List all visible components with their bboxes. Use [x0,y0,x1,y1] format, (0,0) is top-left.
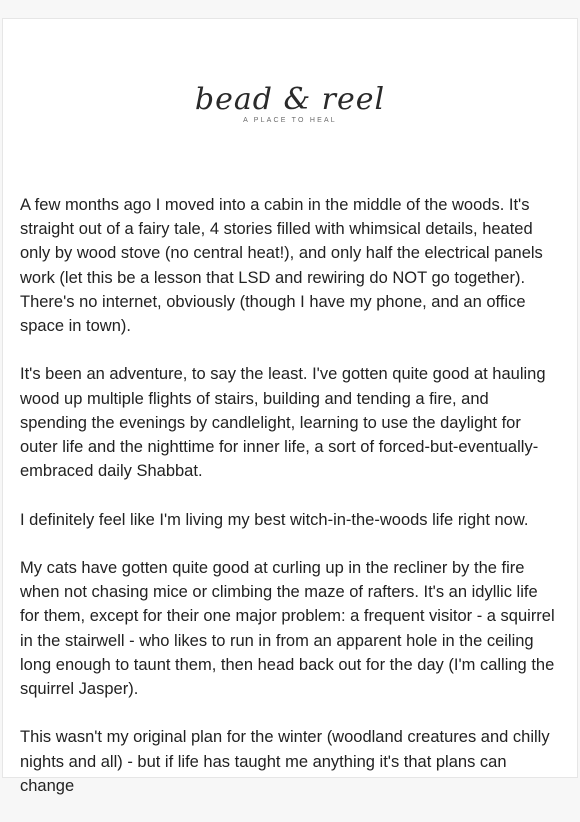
paragraph: This wasn't my original plan for the winter (woodland creatures and chilly nights and all) - but if life has taught me anything it's that plans can change [20,728,550,795]
paragraph: A few months ago I moved into a cabin in the middle of the woods. It's straight out of a fairy tale, 4 stories filled with whimsical details, heated only by wood stove (no central heat!), and only half the electrical panels work (let this be a lesson that LSD and rewiring do NOT go together). There's no internet, obviously (though I have my phone, and an office space in town). [20,196,543,336]
paragraph: It's been an adventure, to say the least. I've gotten quite good at hauling wood up multiple flights of stairs, building and tending a fire, and spending the evenings by candlelight, learning to use the daylight for outer life and the nighttime for inner life, a sort of forced-but-eventually-embraced daily Shabbat. [20,365,546,481]
paragraph: I definitely feel like I'm living my best witch-in-the-woods life right now. [20,510,529,529]
logo-tagline: A PLACE TO HEAL [243,117,337,124]
paragraph: My cats have gotten quite good at curling up in the recliner by the fire when not chasing mice or climbing the maze of rafters. It's an idyllic life for them, except for their one major problem: a frequent visitor - a squirrel in the stairwell - who likes to run in from an apparent hole in the ceiling long enough to taunt them, then head back out for the day (I'm calling the squirrel Jasper). [20,559,555,699]
logo-wordmark: bead & reel [194,82,386,117]
email-body [2,18,578,795]
article-body [20,193,560,822]
brand-logo [3,83,577,124]
